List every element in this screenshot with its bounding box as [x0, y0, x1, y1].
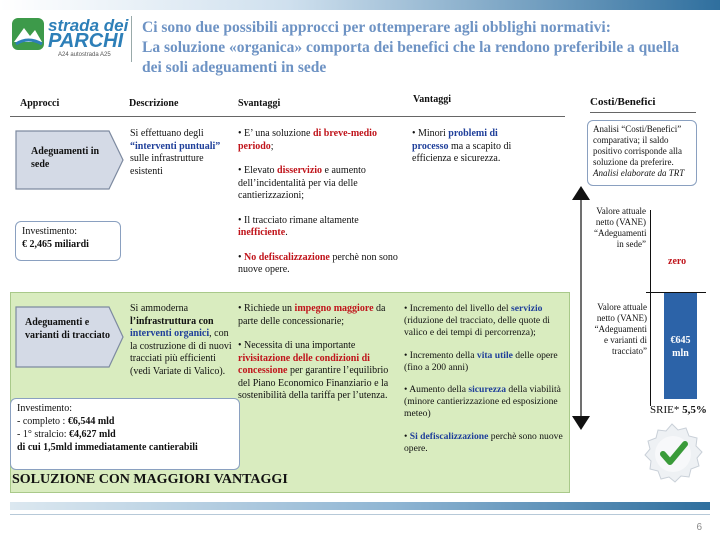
chart-axis — [650, 210, 651, 406]
row2-description: Si ammoderna l’infrastruttura con interventi organici, con la costruzione di di nuovi tracciati più efficienti (vedi Variate di Valico). — [130, 303, 232, 377]
svantaggio-item: • E’ una soluzione di breve-medio periodo; — [238, 128, 377, 152]
title-line: La soluzione «organica» comporta dei benefici che la rendono preferibile a quella — [142, 39, 680, 56]
investment-line: di cui 1,5mld immediatamente cantierabili — [17, 442, 198, 453]
column-header-svantaggi: Svantaggi — [238, 98, 281, 109]
logo-text-line1: strada dei — [48, 16, 129, 35]
header-divider — [131, 16, 132, 62]
row2-vantaggi — [404, 303, 564, 455]
vantaggio-item: • Aumento della sicurezza della viabilità (minore cantierizzazione ed esposizione meteo) — [404, 384, 561, 420]
svantaggio-item: • No defiscalizzazione perchè non sono nuove opere. — [238, 251, 398, 275]
footer-gradient-bar — [10, 502, 710, 510]
vane-adeguamenti-value: zero — [668, 256, 687, 267]
vantaggio-item: • Incremento della vita utile delle opere (fino a 200 anni) — [404, 349, 558, 373]
header-rule — [10, 116, 565, 117]
row1-description: Si effettuano degli “interventi puntuali” sulle infrastrutture esistenti — [130, 128, 221, 177]
top-gradient-bar — [0, 0, 720, 10]
footer-rule — [10, 514, 710, 515]
row1-investment-box — [15, 221, 121, 261]
double-arrow-icon — [570, 186, 592, 430]
investment-value: € 2,465 miliardi — [22, 239, 89, 250]
row1-vantaggi: • Minori problemi di processo ma a scapito di efficienza e sicurezza. — [412, 128, 512, 164]
vantaggio-item: • Si defiscalizzazione perchè sono nuove opere. — [404, 430, 563, 454]
column-header-approcci: Approcci — [20, 98, 60, 109]
column-header-costi: Costi/Benefici — [590, 96, 656, 108]
vane-bar-value: €645 mln — [670, 335, 691, 359]
page-number: 6 — [696, 522, 702, 533]
approach-label: Adeguamenti e varianti di tracciato — [25, 317, 110, 341]
logo-subtitle: A24 autostrada A25 — [58, 52, 111, 58]
vantaggio-item: • Incremento del livello del servizio (riduzione del tracciato, delle quote di valico e dei tempi di percorrenza); — [404, 303, 550, 339]
row1-svantaggi — [238, 128, 398, 277]
svantaggio-item: • Elevato disservizio e aumento dell’incidentalità per via delle cantierizzazioni; — [238, 165, 366, 201]
best-solution-banner: SOLUZIONE CON MAGGIORI VANTAGGI — [12, 472, 288, 487]
approach-label: Adeguamenti in sede — [31, 146, 100, 170]
title-line: Ci sono due possibili approcci per ottemperare agli obblighi normativi: — [142, 19, 611, 36]
title-line: dei soli adeguamenti in sede — [142, 59, 327, 76]
column-header-vantaggi: Vantaggi — [413, 94, 451, 105]
svantaggio-item: • Il tracciato rimane altamente inefficiente. — [238, 214, 359, 238]
investment-line: - 1° stralcio: €4,627 mld — [17, 429, 116, 440]
slide-title — [142, 18, 702, 78]
cost-benefit-note: Analisi “Costi/Benefici” comparativa; il saldo positivo corrisponde alla soluzione da preferire. Analisi elaborate da TRT — [587, 120, 697, 186]
vane-varianti-label: Valore attuale netto (VANE) “Adeguamenti e varianti di tracciato” — [594, 302, 647, 356]
svantaggio-item: • Necessita di una importante rivisitazione delle condizioni di concessione per garantire l’equilibrio del Piano Economico Finanziario e la sostenibilità della tariffa per l’utenza. — [238, 340, 389, 401]
vane-adeguamenti-label: Valore attuale netto (VANE) “Adeguamenti in sede” — [594, 206, 647, 249]
row2-svantaggi — [238, 303, 396, 403]
company-logo — [8, 14, 132, 58]
investment-line: - completo : €6,544 mld — [17, 416, 115, 427]
srie-indicator: SRIE* 5,5% — [650, 404, 707, 416]
svantaggio-item: • Richiede un impegno maggiore da parte delle concessionarie; — [238, 303, 386, 327]
costi-header-rule — [590, 112, 696, 113]
investment-label: Investimento: — [22, 226, 77, 237]
logo-mountain-icon — [8, 14, 48, 54]
investment-label: Investimento: — [17, 403, 72, 414]
column-header-descrizione: Descrizione — [129, 98, 179, 109]
row2-investment-box — [10, 398, 240, 470]
approach-adeguamenti-in-sede — [15, 130, 125, 190]
approach-adeguamenti-e-varianti — [15, 306, 125, 368]
logo-text-line2: PARCHI — [48, 30, 124, 52]
check-badge-icon — [640, 422, 704, 486]
